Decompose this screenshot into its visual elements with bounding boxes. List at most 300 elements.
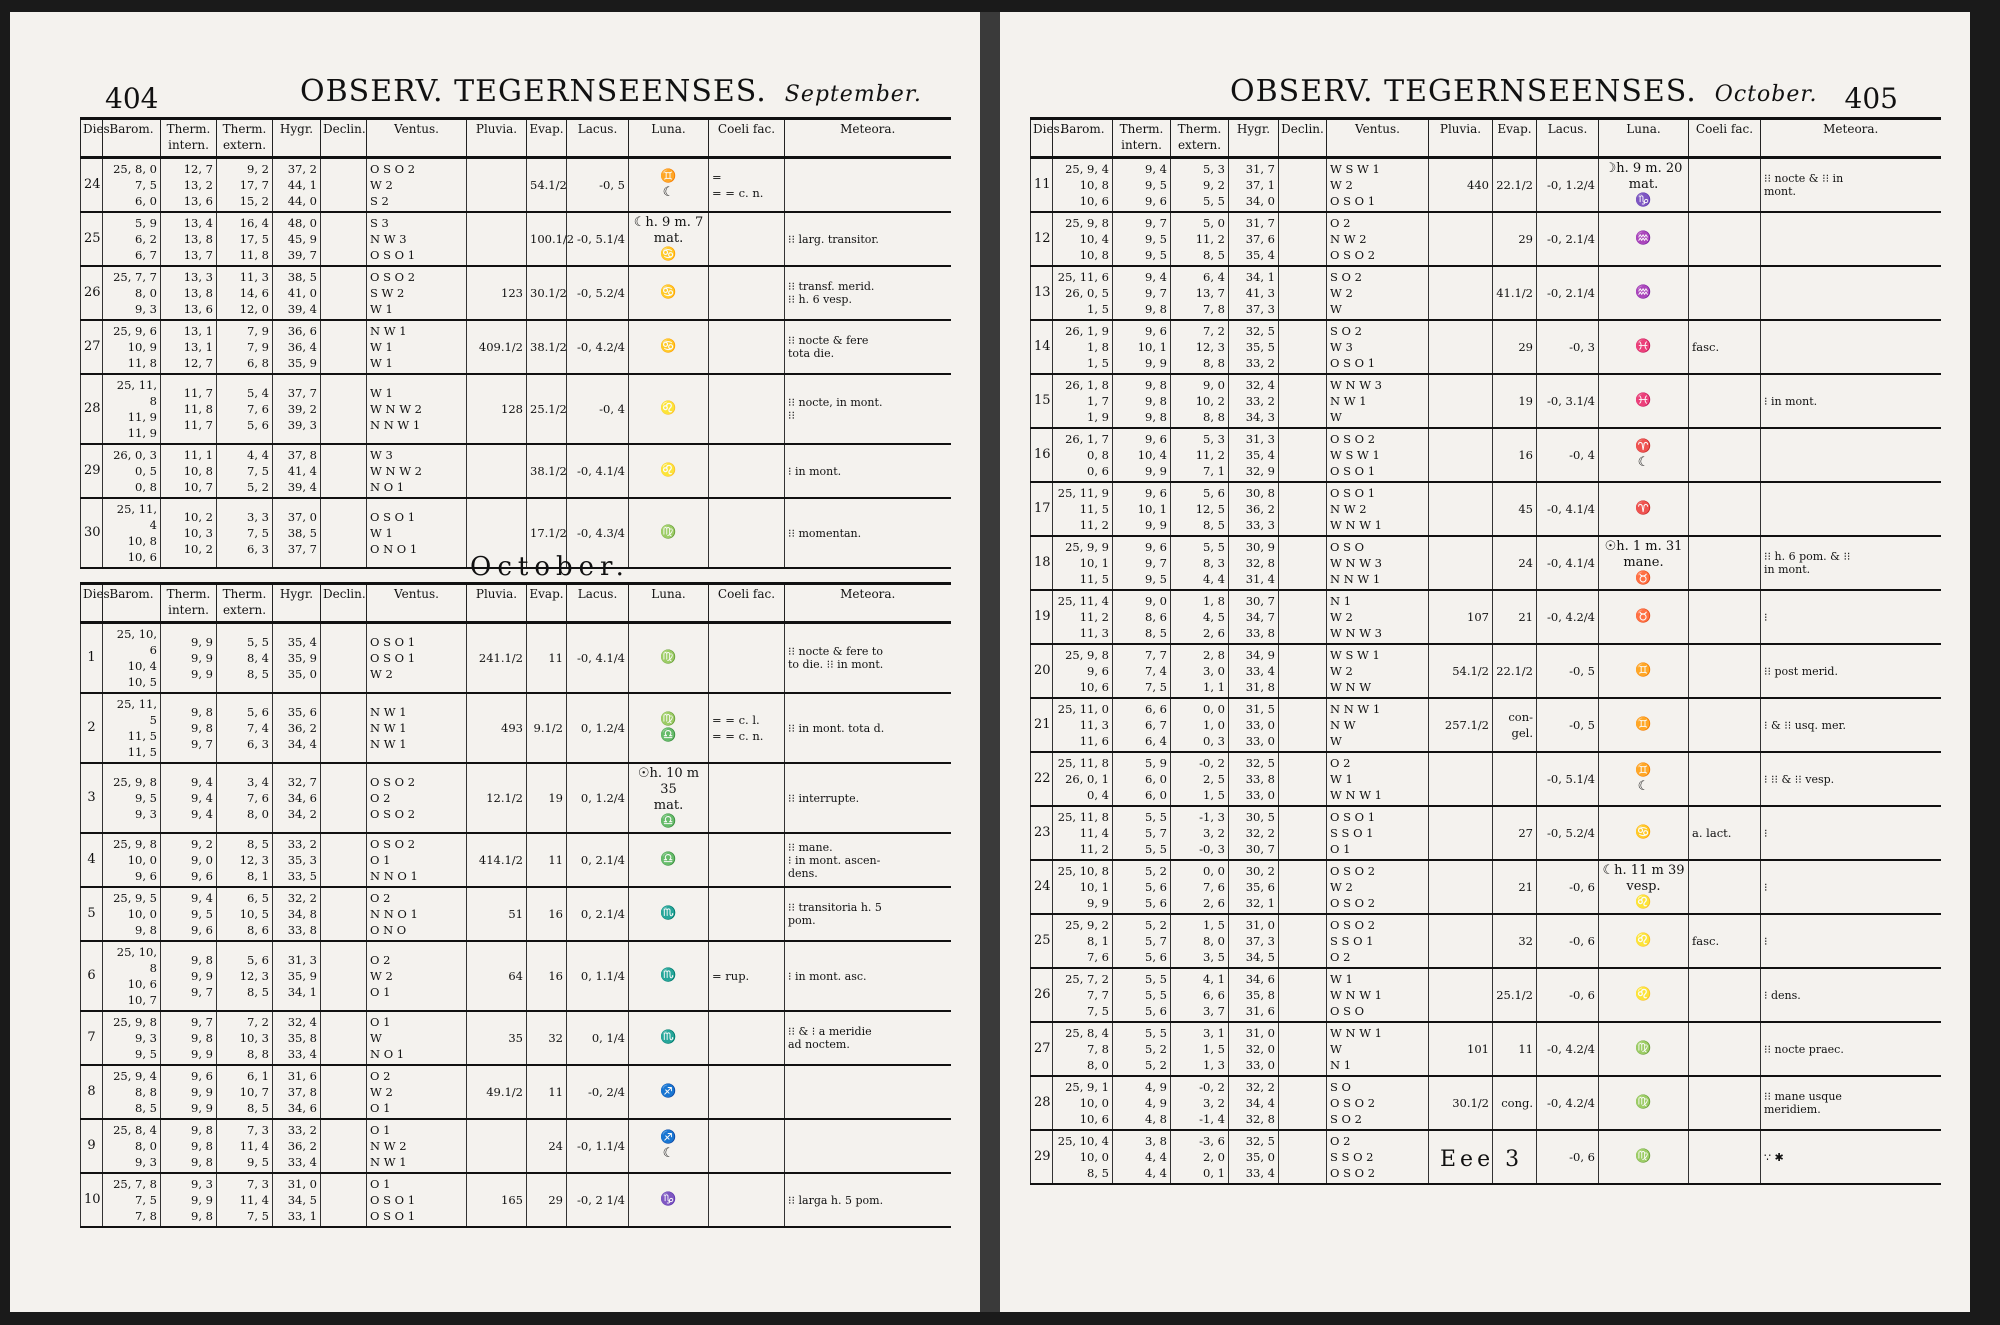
cell-sky	[1689, 752, 1761, 806]
cell-barometer: 25, 9, 5 10, 0 9, 8	[103, 887, 161, 941]
right-page	[1000, 12, 1970, 1312]
cell-sky	[1689, 482, 1761, 536]
cell-barometer: 25, 9, 6 10, 9 11, 8	[103, 320, 161, 374]
column-header-meteora: Meteora.	[1761, 119, 1941, 158]
cell-evaporation: con- gel.	[1493, 698, 1537, 752]
column-header-meteora: Meteora.	[785, 119, 951, 158]
cell-moon: ♏	[629, 941, 709, 1011]
header-title: OBSERV. TEGERNSEENSES.	[300, 74, 767, 109]
cell-day: 21	[1031, 698, 1053, 752]
cell-evaporation: 25.1/2	[1493, 968, 1537, 1022]
table-row	[1031, 536, 1941, 590]
cell-lake: 0, 1.2/4	[567, 693, 629, 763]
table-row	[1031, 698, 1941, 752]
cell-meteora	[785, 158, 951, 213]
table-header-row	[1031, 119, 1941, 158]
cell-therm-extern: 5, 6 12, 5 8, 5	[1171, 482, 1229, 536]
cell-declination	[1279, 536, 1327, 590]
cell-barometer: 26, 1, 9 1, 8 1, 5	[1053, 320, 1113, 374]
cell-rain	[1429, 806, 1493, 860]
cell-hygrometer: 33, 2 36, 2 33, 4	[273, 1119, 321, 1173]
cell-moon: ♐	[629, 1065, 709, 1119]
cell-rain: 440	[1429, 158, 1493, 213]
cell-therm-intern: 9, 8 9, 9 9, 7	[161, 941, 217, 1011]
column-header-therm-extern: Therm. extern.	[217, 119, 273, 158]
cell-declination	[321, 158, 367, 213]
cell-rain: 49.1/2	[467, 1065, 527, 1119]
cell-rain	[1429, 752, 1493, 806]
column-header-hygrometer: Hygr.	[1229, 119, 1279, 158]
cell-meteora: ⁝⁝ nocte & fere to to die. ⁝⁝ in mont.	[785, 623, 951, 694]
cell-wind: O S O 1 N W 2 W N W 1	[1327, 482, 1429, 536]
header-title: OBSERV. TEGERNSEENSES.	[1230, 74, 1697, 109]
cell-declination	[321, 941, 367, 1011]
cell-sky	[709, 887, 785, 941]
cell-barometer: 25, 9, 8 9, 5 9, 3	[103, 763, 161, 833]
cell-evaporation: 100.1/2	[527, 212, 567, 266]
cell-day: 25	[1031, 914, 1053, 968]
cell-wind: W 1 W N W 2 N N W 1	[367, 374, 467, 444]
left-page	[10, 12, 980, 1312]
cell-moon: ♒	[1599, 266, 1689, 320]
cell-sky	[1689, 1022, 1761, 1076]
cell-declination	[321, 498, 367, 568]
cell-therm-extern: 16, 4 17, 5 11, 8	[217, 212, 273, 266]
cell-evaporation: 16	[527, 941, 567, 1011]
cell-therm-extern: 5, 3 9, 2 5, 5	[1171, 158, 1229, 213]
cell-sky	[1689, 158, 1761, 213]
cell-lake: -0, 4	[567, 374, 629, 444]
cell-hygrometer: 30, 5 32, 2 30, 7	[1229, 806, 1279, 860]
cell-rain: 257.1/2	[1429, 698, 1493, 752]
cell-wind: O 2 W 2 O 1	[367, 1065, 467, 1119]
cell-therm-extern: 3, 3 7, 5 6, 3	[217, 498, 273, 568]
cell-wind: O S O 2 O 2 O S O 2	[367, 763, 467, 833]
cell-rain	[1429, 482, 1493, 536]
cell-hygrometer: 32, 4 33, 2 34, 3	[1229, 374, 1279, 428]
cell-lake: 0, 1.1/4	[567, 941, 629, 1011]
cell-lake: -0, 5	[1537, 644, 1599, 698]
cell-declination	[1279, 698, 1327, 752]
cell-wind: S O 2 W 2 W	[1327, 266, 1429, 320]
cell-wind: S O 2 W 3 O S O 1	[1327, 320, 1429, 374]
cell-rain: 30.1/2	[1429, 1076, 1493, 1130]
cell-meteora: ⁝⁝ post merid.	[1761, 644, 1941, 698]
cell-lake: -0, 5.1/4	[1537, 752, 1599, 806]
cell-meteora: ⁝	[1761, 806, 1941, 860]
cell-moon: ♓	[1599, 374, 1689, 428]
cell-rain	[1429, 428, 1493, 482]
cell-declination	[1279, 212, 1327, 266]
cell-wind: S 3 N W 3 O S O 1	[367, 212, 467, 266]
cell-therm-extern: 9, 2 17, 7 15, 2	[217, 158, 273, 213]
cell-declination	[321, 320, 367, 374]
cell-rain: 35	[467, 1011, 527, 1065]
cell-wind: O S O 2 W S W 1 O S O 1	[1327, 428, 1429, 482]
cell-lake: -0, 4	[1537, 428, 1599, 482]
september-table	[80, 117, 951, 569]
table-row	[1031, 914, 1941, 968]
cell-day: 7	[81, 1011, 103, 1065]
cell-moon: ☉h. 1 m. 31 mane. ♉	[1599, 536, 1689, 590]
cell-declination	[321, 1119, 367, 1173]
cell-moon: ♉	[1599, 590, 1689, 644]
table-row	[81, 941, 951, 1011]
cell-lake: -0, 2/4	[567, 1065, 629, 1119]
cell-therm-extern: 4, 1 6, 6 3, 7	[1171, 968, 1229, 1022]
cell-meteora: ⁝⁝ mane usque meridiem.	[1761, 1076, 1941, 1130]
cell-evaporation: 16	[1493, 428, 1537, 482]
cell-sky	[1689, 644, 1761, 698]
cell-hygrometer: 31, 6 37, 8 34, 6	[273, 1065, 321, 1119]
cell-sky	[709, 374, 785, 444]
cell-moon: ♌	[629, 444, 709, 498]
cell-barometer: 25, 10, 4 10, 0 8, 5	[1053, 1130, 1113, 1184]
cell-meteora: ⁝⁝ nocte & fere tota die.	[785, 320, 951, 374]
cell-declination	[321, 1173, 367, 1227]
cell-moon: ♍	[1599, 1076, 1689, 1130]
cell-meteora: ⁝⁝ h. 6 pom. & ⁝⁝ in mont.	[1761, 536, 1941, 590]
cell-barometer: 25, 8, 0 7, 5 6, 0	[103, 158, 161, 213]
cell-evaporation: 16	[527, 887, 567, 941]
cell-day: 29	[81, 444, 103, 498]
cell-rain	[467, 212, 527, 266]
column-header-hygrometer: Hygr.	[273, 119, 321, 158]
cell-day: 17	[1031, 482, 1053, 536]
cell-day: 20	[1031, 644, 1053, 698]
cell-evaporation: 29	[527, 1173, 567, 1227]
cell-declination	[1279, 1130, 1327, 1184]
cell-barometer: 25, 11, 8 11, 4 11, 2	[1053, 806, 1113, 860]
cell-lake: -0, 1.1/4	[567, 1119, 629, 1173]
cell-evaporation: 11	[1493, 1022, 1537, 1076]
cell-therm-intern: 9, 4 9, 5 9, 6	[161, 887, 217, 941]
table-row	[1031, 644, 1941, 698]
cell-declination	[321, 444, 367, 498]
cell-moon: ♓	[1599, 320, 1689, 374]
cell-wind: O S O 2 S S O 1 O 2	[1327, 914, 1429, 968]
cell-hygrometer: 34, 6 35, 8 31, 6	[1229, 968, 1279, 1022]
cell-meteora	[1761, 482, 1941, 536]
cell-lake: -0, 4.2/4	[1537, 590, 1599, 644]
column-header-lake: Lacus.	[1537, 119, 1599, 158]
cell-therm-intern: 9, 6 9, 7 9, 5	[1113, 536, 1171, 590]
cell-rain: 241.1/2	[467, 623, 527, 694]
cell-day: 18	[1031, 536, 1053, 590]
cell-hygrometer: 33, 2 35, 3 33, 5	[273, 833, 321, 887]
cell-therm-intern: 5, 2 5, 7 5, 6	[1113, 914, 1171, 968]
cell-wind: N 1 W 2 W N W 3	[1327, 590, 1429, 644]
cell-sky	[709, 833, 785, 887]
cell-wind: O S O 2 W 2 S 2	[367, 158, 467, 213]
cell-hygrometer: 31, 7 37, 6 35, 4	[1229, 212, 1279, 266]
cell-rain	[467, 444, 527, 498]
cell-rain	[1429, 212, 1493, 266]
column-header-wind: Ventus.	[1327, 119, 1429, 158]
cell-declination	[321, 693, 367, 763]
cell-meteora: ∵ ✱	[1761, 1130, 1941, 1184]
cell-day: 26	[81, 266, 103, 320]
cell-lake: -0, 4.1/4	[567, 444, 629, 498]
cell-day: 10	[81, 1173, 103, 1227]
cell-evaporation: 19	[527, 763, 567, 833]
table-row	[81, 158, 951, 213]
cell-day: 11	[1031, 158, 1053, 213]
cell-evaporation: 29	[1493, 212, 1537, 266]
column-header-lake: Lacus.	[567, 119, 629, 158]
cell-therm-extern: 5, 6 7, 4 6, 3	[217, 693, 273, 763]
cell-evaporation: 9.1/2	[527, 693, 567, 763]
cell-moon: ♊	[1599, 644, 1689, 698]
table-row	[1031, 482, 1941, 536]
cell-rain	[1429, 860, 1493, 914]
table-row	[1031, 806, 1941, 860]
cell-sky	[709, 266, 785, 320]
cell-lake: -0, 4.1/4	[1537, 536, 1599, 590]
column-header-day: Dies.	[1031, 119, 1053, 158]
cell-lake: -0, 6	[1537, 860, 1599, 914]
cell-barometer: 25, 9, 9 10, 1 11, 5	[1053, 536, 1113, 590]
cell-wind: N N W 1 N W W	[1327, 698, 1429, 752]
cell-therm-extern: 5, 3 11, 2 7, 1	[1171, 428, 1229, 482]
column-header-evaporation: Evap.	[1493, 119, 1537, 158]
cell-meteora: ⁝ & ⁝⁝ usq. mer.	[1761, 698, 1941, 752]
table-header-row	[81, 584, 951, 623]
cell-day: 3	[81, 763, 103, 833]
table-row	[81, 887, 951, 941]
cell-meteora: ⁝⁝ momentan.	[785, 498, 951, 568]
cell-therm-extern: -0, 2 2, 5 1, 5	[1171, 752, 1229, 806]
cell-meteora	[1761, 212, 1941, 266]
cell-declination	[321, 833, 367, 887]
cell-therm-extern: 4, 4 7, 5 5, 2	[217, 444, 273, 498]
cell-meteora: ⁝⁝ transf. merid. ⁝⁝ h. 6 vesp.	[785, 266, 951, 320]
cell-therm-intern: 3, 8 4, 4 4, 4	[1113, 1130, 1171, 1184]
cell-declination	[1279, 320, 1327, 374]
cell-meteora: ⁝⁝ nocte praec.	[1761, 1022, 1941, 1076]
cell-therm-intern: 9, 4 9, 4 9, 4	[161, 763, 217, 833]
cell-barometer: 5, 9 6, 2 6, 7	[103, 212, 161, 266]
cell-hygrometer: 31, 0 34, 5 33, 1	[273, 1173, 321, 1227]
cell-moon: ♋	[629, 320, 709, 374]
column-header-evaporation: Evap.	[527, 584, 567, 623]
cell-rain: 414.1/2	[467, 833, 527, 887]
column-header-barometer: Barom.	[103, 119, 161, 158]
cell-declination	[1279, 806, 1327, 860]
cell-declination	[1279, 968, 1327, 1022]
cell-evaporation: 24	[1493, 536, 1537, 590]
cell-therm-extern: 1, 5 8, 0 3, 5	[1171, 914, 1229, 968]
cell-therm-extern: 9, 0 10, 2 8, 8	[1171, 374, 1229, 428]
cell-day: 8	[81, 1065, 103, 1119]
cell-barometer: 25, 7, 7 8, 0 9, 3	[103, 266, 161, 320]
cell-therm-intern: 9, 6 9, 9 9, 9	[161, 1065, 217, 1119]
column-header-therm-intern: Therm. intern.	[161, 584, 217, 623]
cell-lake: -0, 5.2/4	[567, 266, 629, 320]
cell-lake: -0, 4.2/4	[567, 320, 629, 374]
cell-barometer: 25, 7, 2 7, 7 7, 5	[1053, 968, 1113, 1022]
cell-therm-intern: 9, 9 9, 9 9, 9	[161, 623, 217, 694]
cell-evaporation	[1493, 752, 1537, 806]
cell-meteora: ⁝ in mont. asc.	[785, 941, 951, 1011]
cell-sky	[1689, 698, 1761, 752]
cell-lake: 0, 2.1/4	[567, 887, 629, 941]
table-row	[81, 763, 951, 833]
cell-meteora: ⁝⁝ nocte & ⁝⁝ in mont.	[1761, 158, 1941, 213]
cell-day: 19	[1031, 590, 1053, 644]
cell-hygrometer: 32, 7 34, 6 34, 2	[273, 763, 321, 833]
cell-meteora: ⁝⁝ larg. transitor.	[785, 212, 951, 266]
cell-barometer: 25, 9, 4 8, 8 8, 5	[103, 1065, 161, 1119]
cell-declination	[321, 212, 367, 266]
cell-day: 27	[81, 320, 103, 374]
table-row	[81, 444, 951, 498]
table-row	[1031, 968, 1941, 1022]
column-header-moon: Luna.	[1599, 119, 1689, 158]
cell-meteora: ⁝	[1761, 860, 1941, 914]
cell-hygrometer: 31, 5 33, 0 33, 0	[1229, 698, 1279, 752]
cell-barometer: 25, 9, 4 10, 8 10, 6	[1053, 158, 1113, 213]
table-row	[1031, 266, 1941, 320]
page-header	[300, 74, 922, 109]
cell-rain	[1429, 374, 1493, 428]
table-row	[1031, 428, 1941, 482]
cell-evaporation: 41.1/2	[1493, 266, 1537, 320]
cell-evaporation: 30.1/2	[527, 266, 567, 320]
cell-declination	[1279, 266, 1327, 320]
cell-declination	[1279, 374, 1327, 428]
cell-evaporation: 54.1/2	[527, 158, 567, 213]
cell-sky	[1689, 1076, 1761, 1130]
cell-sky	[709, 498, 785, 568]
cell-lake: -0, 5.2/4	[1537, 806, 1599, 860]
october-table	[80, 582, 951, 1228]
cell-day: 15	[1031, 374, 1053, 428]
header-month: October.	[1714, 82, 1818, 107]
cell-rain: 165	[467, 1173, 527, 1227]
cell-hygrometer: 32, 5 33, 8 33, 0	[1229, 752, 1279, 806]
header-month: September.	[784, 82, 922, 107]
cell-meteora: ⁝	[1761, 590, 1941, 644]
cell-barometer: 25, 11, 4 11, 2 11, 3	[1053, 590, 1113, 644]
cell-day: 14	[1031, 320, 1053, 374]
cell-therm-intern: 9, 6 10, 1 9, 9	[1113, 482, 1171, 536]
cell-declination	[321, 266, 367, 320]
cell-meteora: ⁝ dens.	[1761, 968, 1941, 1022]
cell-day: 28	[81, 374, 103, 444]
cell-moon: ☉h. 10 m 35 mat. ♎	[629, 763, 709, 833]
cell-evaporation: 38.1/2	[527, 320, 567, 374]
column-header-meteora: Meteora.	[785, 584, 951, 623]
cell-therm-extern: 7, 3 11, 4 7, 5	[217, 1173, 273, 1227]
october-continued-table	[1030, 117, 1941, 1185]
cell-wind: O S O 1 S S O 1 O 1	[1327, 806, 1429, 860]
page-number: 404	[105, 82, 159, 115]
cell-evaporation: 19	[1493, 374, 1537, 428]
cell-therm-intern: 7, 7 7, 4 7, 5	[1113, 644, 1171, 698]
cell-rain: 128	[467, 374, 527, 444]
cell-hygrometer: 31, 0 32, 0 33, 0	[1229, 1022, 1279, 1076]
cell-lake: -0, 2.1/4	[1537, 266, 1599, 320]
cell-lake: -0, 2.1/4	[1537, 212, 1599, 266]
cell-therm-intern: 9, 7 9, 8 9, 9	[161, 1011, 217, 1065]
cell-wind: W N W 3 N W 1 W	[1327, 374, 1429, 428]
table-row	[81, 1065, 951, 1119]
column-header-declination: Declin.	[321, 584, 367, 623]
cell-evaporation: 11	[527, 1065, 567, 1119]
cell-therm-intern: 12, 7 13, 2 13, 6	[161, 158, 217, 213]
cell-therm-intern: 5, 9 6, 0 6, 0	[1113, 752, 1171, 806]
table-row	[81, 693, 951, 763]
cell-lake: -0, 6	[1537, 914, 1599, 968]
cell-moon: ♌	[1599, 968, 1689, 1022]
cell-declination	[321, 374, 367, 444]
cell-day: 28	[1031, 1076, 1053, 1130]
cell-meteora	[1761, 320, 1941, 374]
cell-therm-intern: 9, 4 9, 5 9, 6	[1113, 158, 1171, 213]
cell-day: 12	[1031, 212, 1053, 266]
cell-hygrometer: 35, 4 35, 9 35, 0	[273, 623, 321, 694]
cell-sky	[1689, 428, 1761, 482]
cell-sky	[1689, 590, 1761, 644]
cell-declination	[321, 887, 367, 941]
cell-day: 5	[81, 887, 103, 941]
column-header-day: Dies.	[81, 584, 103, 623]
cell-hygrometer: 32, 2 34, 8 33, 8	[273, 887, 321, 941]
cell-moon: ♍	[629, 623, 709, 694]
cell-moon: ♐ ☾	[629, 1119, 709, 1173]
cell-therm-intern: 5, 5 5, 5 5, 6	[1113, 968, 1171, 1022]
cell-wind: O 1 W N O 1	[367, 1011, 467, 1065]
cell-sky	[1689, 1130, 1761, 1184]
cell-barometer: 25, 11, 8 26, 0, 1 0, 4	[1053, 752, 1113, 806]
cell-hygrometer: 34, 1 41, 3 37, 3	[1229, 266, 1279, 320]
cell-meteora	[1761, 428, 1941, 482]
table-row	[1031, 158, 1941, 213]
column-header-moon: Luna.	[629, 584, 709, 623]
cell-therm-extern: -0, 2 3, 2 -1, 4	[1171, 1076, 1229, 1130]
table-row	[1031, 374, 1941, 428]
cell-wind: O S O 2 W 2 O S O 2	[1327, 860, 1429, 914]
cell-hygrometer: 34, 9 33, 4 31, 8	[1229, 644, 1279, 698]
cell-day: 13	[1031, 266, 1053, 320]
cell-declination	[321, 1011, 367, 1065]
cell-sky	[1689, 968, 1761, 1022]
signature-mark: Eee 3	[1440, 1147, 1524, 1172]
cell-lake: -0, 5	[1537, 698, 1599, 752]
cell-evaporation: cong.	[1493, 1076, 1537, 1130]
cell-moon: ♌	[629, 374, 709, 444]
cell-meteora: ⁝ in mont.	[785, 444, 951, 498]
cell-wind: O S O 2 S W 2 W 1	[367, 266, 467, 320]
cell-evaporation: 22.1/2	[1493, 158, 1537, 213]
cell-wind: O S O 1 W 1 O N O 1	[367, 498, 467, 568]
cell-evaporation: 27	[1493, 806, 1537, 860]
cell-barometer: 25, 9, 8 10, 0 9, 6	[103, 833, 161, 887]
cell-declination	[1279, 590, 1327, 644]
cell-rain: 54.1/2	[1429, 644, 1493, 698]
cell-day: 25	[81, 212, 103, 266]
table-row	[1031, 860, 1941, 914]
cell-rain: 107	[1429, 590, 1493, 644]
cell-wind: O 2 N N O 1 O N O	[367, 887, 467, 941]
cell-evaporation: 38.1/2	[527, 444, 567, 498]
cell-therm-extern: 3, 4 7, 6 8, 0	[217, 763, 273, 833]
cell-rain: 12.1/2	[467, 763, 527, 833]
cell-hygrometer: 30, 7 34, 7 33, 8	[1229, 590, 1279, 644]
cell-meteora: ⁝⁝ transitoria h. 5 pom.	[785, 887, 951, 941]
cell-barometer: 25, 7, 8 7, 5 7, 8	[103, 1173, 161, 1227]
